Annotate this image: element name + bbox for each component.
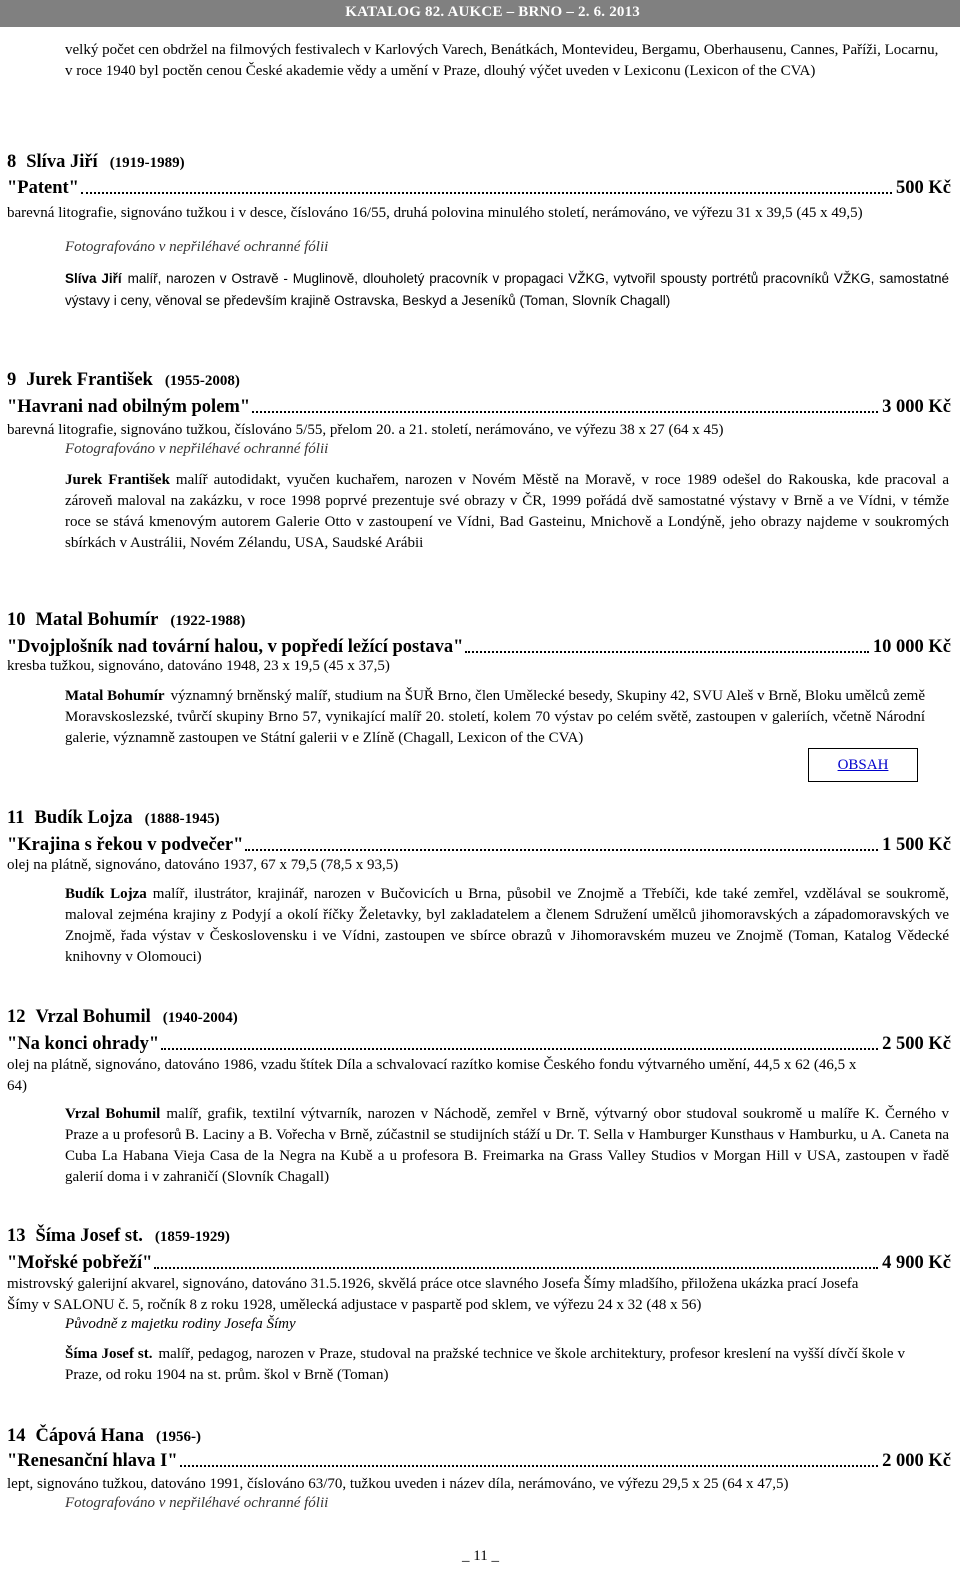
lot-description: barevná litografie, signováno tužkou, číslováno 5/55, přelom 20. a 21. století, nerámováno, ve výřezu 38 x 27 (64 x 45): [7, 422, 724, 438]
artist-bio: [65, 1344, 905, 1386]
artwork-title: "Dvojplošník nad tovární halou, v popředí ležící postava": [7, 637, 464, 657]
artist-years: (1888-1945): [144, 811, 220, 827]
catalog-title: KATALOG 82. AUKCE – BRNO – 2. 6. 2013: [345, 4, 640, 20]
artist-bio: [65, 884, 949, 968]
lot-title-row: [7, 832, 951, 856]
page-number: _ 11 _: [462, 1548, 499, 1564]
dot-leader: [245, 849, 878, 851]
lot-number: 14: [7, 1426, 26, 1446]
bio-text: malíř, narozen v Ostravě - Muglinově, dlouholetý pracovník v propagaci VŽKG, vytvořil spousty portrétů pracovníků VŽKG, samostatné výstavy i ceny, věnoval se především krajině Ostravska, Beskyd a Jeseníků (Toman, Slovník Chagall): [65, 271, 949, 308]
artist-name: Šíma Josef st.: [35, 1226, 143, 1246]
lot-description: mistrovský galerijní akvarel, signováno, datováno 31.5.1926, skvělá práce otce slavného Josefa Šímy mladšího, přiložena ukázka prací Josefa Šímy v SALONU č. 5, ročník 8 z roku 1928, umělecká adjustace v paspartě pod sklem, ve výřezu 24 x 32 (48 x 56): [7, 1276, 859, 1313]
bio-name: Slíva Jiří: [65, 271, 122, 286]
page-header: [0, 0, 960, 27]
bio-name: Šíma Josef st.: [65, 1346, 153, 1362]
bio-name: Budík Lojza: [65, 886, 147, 902]
provenance-note: Původně z majetku rodiny Josefa Šímy: [65, 1316, 296, 1332]
lot-number: 13: [7, 1226, 26, 1246]
bio-name: Vrzal Bohumil: [65, 1106, 161, 1122]
dot-leader: [252, 411, 878, 413]
lot-heading: [7, 152, 185, 173]
lot-title-row: [7, 1250, 951, 1274]
lot-description: barevná litografie, signováno tužkou i v desce, číslováno 16/55, druhá polovina minulého století, nerámováno, ve výřezu 31 x 39,5 (45 x 49,5): [7, 205, 863, 221]
lot-price: 2 500 Kč: [882, 1034, 951, 1054]
bio-name: Matal Bohumír: [65, 688, 165, 704]
artwork-title: "Renesanční hlava I": [7, 1451, 178, 1471]
artist-name: Budík Lojza: [34, 808, 133, 828]
artist-years: (1919-1989): [109, 155, 185, 171]
lot-price: 10 000 Kč: [872, 637, 951, 657]
lot-description: olej na plátně, signováno, datováno 1986, vzadu štítek Díla a schvalovací razítko komise Českého fondu výtvarného umění, 44,5 x 62 (46,5 x 64): [7, 1057, 857, 1094]
obsah-link[interactable]: OBSAH: [808, 748, 918, 782]
lot-price: 3 000 Kč: [882, 397, 951, 417]
artwork-title: "Krajina s řekou v podvečer": [7, 835, 244, 855]
bio-text: malíř, grafik, textilní výtvarník, narozen v Náchodě, zemřel v Brně, výtvarný obor studoval soukromě u malíře K. Černého v Praze a u profesorů B. Laciny a B. Vořecha v Brně, zúčastnil se studijních stáží u Dr. T. Sella v Hamburger Kunsthaus v Hamburku, u A. Caneta na Cuba La Habana Vieja Casa de la Negra na Kubě a u profesora B. Freimarka na Grass Valley Studios v Morgan Hill v USA, zastoupen v řadě galerií doma i v zahraničí (Slovník Chagall): [65, 1106, 949, 1185]
lot-title-row: [7, 1031, 951, 1055]
lot-description: kresba tužkou, signováno, datováno 1948, 23 x 19,5 (45 x 37,5): [7, 658, 390, 674]
artist-years: (1859-1929): [154, 1229, 230, 1245]
artist-years: (1955-2008): [164, 373, 240, 389]
bio-text: malíř, pedagog, narozen v Praze, studoval na pražské technice ve škole architektury, profesor kreslení na vyšší dívčí škole v Praze, od roku 1904 na st. prům. škol v Brně (Toman): [65, 1346, 905, 1383]
photo-note: Fotografováno v nepřiléhavé ochranné fólii: [65, 441, 329, 457]
lot-description: lept, signováno tužkou, datováno 1991, číslováno 63/70, tužkou uveden i název díla, nerámováno, ve výřezu 29,5 x 25 (64 x 47,5): [7, 1476, 789, 1492]
lot-heading: [7, 808, 220, 829]
lot-title-row: [7, 1448, 951, 1472]
artwork-title: "Mořské pobřeží": [7, 1253, 153, 1273]
lot-number: 9: [7, 370, 17, 390]
dot-leader: [154, 1267, 878, 1269]
lot-title-row: [7, 634, 951, 658]
lot-heading: [7, 610, 245, 631]
artwork-title: "Patent": [7, 178, 79, 198]
photo-note: Fotografováno v nepřiléhavé ochranné fólii: [65, 239, 329, 255]
lot-number: 12: [7, 1007, 26, 1027]
lot-heading: [7, 1226, 230, 1247]
lot-description: olej na plátně, signováno, datováno 1937, 67 x 79,5 (78,5 x 93,5): [7, 857, 399, 873]
bio-text: významný brněnský malíř, studium na ŠUŘ Brno, člen Umělecké besedy, Skupiny 42, SVU Aleš v Brně, Bloku umělců země Moravskoslezské, tvůrčí skupiny Brno 57, vynikající malíř 20. století, kolem 70 výstav po celém světě, zastoupen v galeriích, včetně Národní galerie, významně zastoupen ve Státní galerii v e Zlíně (Chagall, Lexicon of the CVA): [65, 688, 925, 746]
artist-name: Čápová Hana: [35, 1426, 144, 1446]
artist-years: (1956-): [155, 1429, 201, 1445]
artwork-title: "Na konci ohrady": [7, 1034, 160, 1054]
bio-text: malíř, ilustrátor, krajinář, narozen v Bučovicích u Brna, působil ve Znojmě a Třebíči, kde také zemřel, vzdělával se soukromě, maloval zejména krajiny z Podyjí a okolí říčky Želetavky, byl zakladatelem a členem Sdružení umělců jihomoravských a západomoravských ve Znojmě, řada výstav v Československu i ve Vídni, zastoupen ve sbírce obrazů v Jihomoravském muzeu ve Znojmě (Toman, Katalog Vědecké knihovny v Olomouci): [65, 886, 949, 965]
artist-years: (1940-2004): [162, 1010, 238, 1026]
artist-years: (1922-1988): [170, 613, 246, 629]
lot-heading: [7, 1007, 238, 1028]
artwork-title: "Havrani nad obilným polem": [7, 397, 251, 417]
dot-leader: [81, 192, 892, 194]
lot-price: 2 000 Kč: [882, 1451, 951, 1471]
bio-text: malíř autodidakt, vyučen kuchařem, narozen v Novém Městě na Moravě, v roce 1989 odešel do Rakouska, kde pracoval a zároveň maloval na zakázku, v roce 1998 poprvé prezentuje své obrazy v ČR, 1999 pořádá dvě samostatné výstavy v Brně a ve Vídni, v témže roce se stává kmenovým autorem Galerie Otto v zastoupení ve Vídni, Bad Gasteinu, Mnichově a Londýně, jeho obrazy najdeme v soukromých sbírkách v Austrálii, Novém Zélandu, USA, Saudské Arábii: [65, 472, 949, 551]
lot-number: 11: [7, 808, 25, 828]
artist-bio: [65, 470, 949, 554]
lot-title-row: [7, 175, 951, 199]
artist-name: Matal Bohumír: [35, 610, 159, 630]
lot-number: 10: [7, 610, 26, 630]
lot-heading: [7, 370, 240, 391]
artist-bio: [65, 1104, 949, 1188]
photo-note: Fotografováno v nepřiléhavé ochranné fólii: [65, 1495, 329, 1511]
artist-bio: [65, 686, 925, 749]
dot-leader: [465, 651, 869, 653]
lot-heading: [7, 1426, 201, 1447]
dot-leader: [161, 1048, 878, 1050]
artist-name: Jurek František: [26, 370, 153, 390]
bio-name: Jurek František: [65, 472, 170, 488]
lot-title-row: [7, 394, 951, 418]
intro-text: velký počet cen obdržel na filmových festivalech v Karlových Varech, Benátkách, Montevideu, Bergamu, Oberhausenu, Cannes, Paříži, Locarnu, v roce 1940 byl poctěn cenou České akademie vědy a umění v Praze, dlouhý výčet uveden v Lexiconu (Lexicon of the CVA): [65, 42, 939, 79]
lot-number: 8: [7, 152, 17, 172]
artist-name: Vrzal Bohumil: [35, 1007, 151, 1027]
artist-name: Slíva Jiří: [26, 152, 98, 172]
lot-price: 500 Kč: [896, 178, 951, 198]
artist-bio: [65, 268, 949, 312]
dot-leader: [180, 1465, 879, 1467]
lot-price: 4 900 Kč: [882, 1253, 951, 1273]
lot-price: 1 500 Kč: [882, 835, 951, 855]
